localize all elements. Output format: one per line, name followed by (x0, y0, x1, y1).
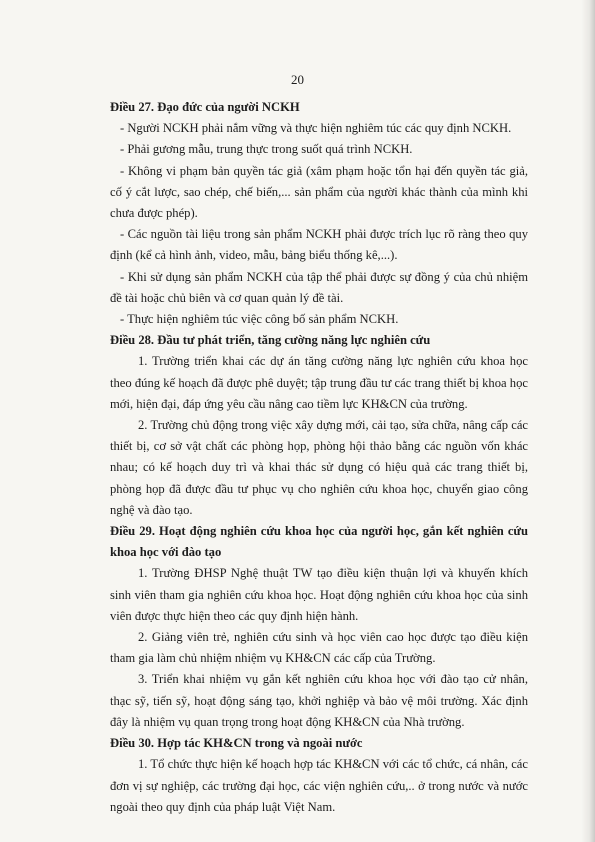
article-28-paragraph-2: 2. Trường chủ động trong việc xây dựng mới, cải tạo, sửa chữa, nâng cấp các thiết bị, cơ sở vật chất các phòng họp, phòng hội thảo bằng các nguồn vốn khác nhau; có kế hoạch duy trì và khai thác sử dụng có hiệu quả các trang thiết bị, phòng họp đã được đầu tư phục vụ cho nghiên cứu khoa học, chuyển giao công nghệ và đào tạo. (110, 418, 528, 517)
article-27-item-3: - Không vi phạm bản quyền tác giả (xâm phạm hoặc tổn hại đến quyền tác giả, cố ý cắt lược, sao chép, chế biến,... sản phẩm của người khác thành của mình khi chưa được phép). (110, 163, 528, 221)
article-30-heading: Điều 30. Hợp tác KH&CN trong và ngoài nước (110, 736, 363, 751)
page-edge-shadow (581, 0, 595, 842)
article-29-paragraph-1: 1. Trường ĐHSP Nghệ thuật TW tạo điều kiện thuận lợi và khuyến khích sinh viên tham gia nghiên cứu khoa học. Hoạt động nghiên cứu khoa học của sinh viên được thực hiện theo các quy định hiện hành. (110, 566, 528, 623)
article-28-paragraph-1: 1. Trường triển khai các dự án tăng cường năng lực nghiên cứu khoa học theo đúng kế hoạch đã được phê duyệt; tập trung đầu tư các trang thiết bị khoa học mới, hiện đại, đáp ứng yêu cầu nâng cao tiềm lực KH&CN của trường. (110, 354, 528, 411)
article-27-item-5: - Khi sử dụng sản phẩm NCKH của tập thể phải được sự đồng ý của chủ nhiệm đề tài hoặc chủ biên và cơ quan quản lý đề tài. (110, 269, 528, 305)
article-29-paragraph-2: 2. Giảng viên trẻ, nghiên cứu sinh và học viên cao học được tạo điều kiện tham gia làm chủ nhiệm nhiệm vụ KH&CN các cấp của Trường. (110, 630, 528, 666)
article-28-heading: Điều 28. Đầu tư phát triển, tăng cường năng lực nghiên cứu (110, 333, 431, 348)
article-27-heading: Điều 27. Đạo đức của người NCKH (110, 100, 300, 114)
page-number: 20 (291, 72, 304, 87)
article-27-item-6: - Thực hiện nghiêm túc việc công bố sản phẩm NCKH. (120, 312, 399, 327)
article-29-paragraph-3: 3. Triển khai nhiệm vụ gắn kết nghiên cứu khoa học với đào tạo cử nhân, thạc sỹ, tiến sỹ, hoạt động sáng tạo, khởi nghiệp và bảo vệ môi trường. Xác định đây là nhiệm vụ quan trọng trong hoạt động KH&CN của Nhà trường. (110, 672, 528, 729)
article-27-item-4: - Các nguồn tài liệu trong sản phẩm NCKH phải được trích lục rõ ràng theo quy định (kể cả hình ảnh, video, mẫu, bảng biểu thống kê,...). (110, 227, 528, 263)
document-body (110, 97, 528, 818)
article-30-paragraph-1: 1. Tổ chức thực hiện kế hoạch hợp tác KH&CN với các tổ chức, cá nhân, các đơn vị sự nghiệp, các trường đại học, các viện nghiên cứu,.. ở trong nước và nước ngoài theo quy định của pháp luật Việt Nam. (110, 757, 528, 814)
article-29-heading: Điều 29. Hoạt động nghiên cứu khoa học của người học, gắn kết nghiên cứu khoa học với đào tạo (110, 524, 528, 560)
article-27-item-2: - Phải gương mẫu, trung thực trong suốt quá trình NCKH. (120, 142, 413, 157)
article-27-item-1: - Người NCKH phải nắm vững và thực hiện nghiêm túc các quy định NCKH. (120, 121, 512, 136)
